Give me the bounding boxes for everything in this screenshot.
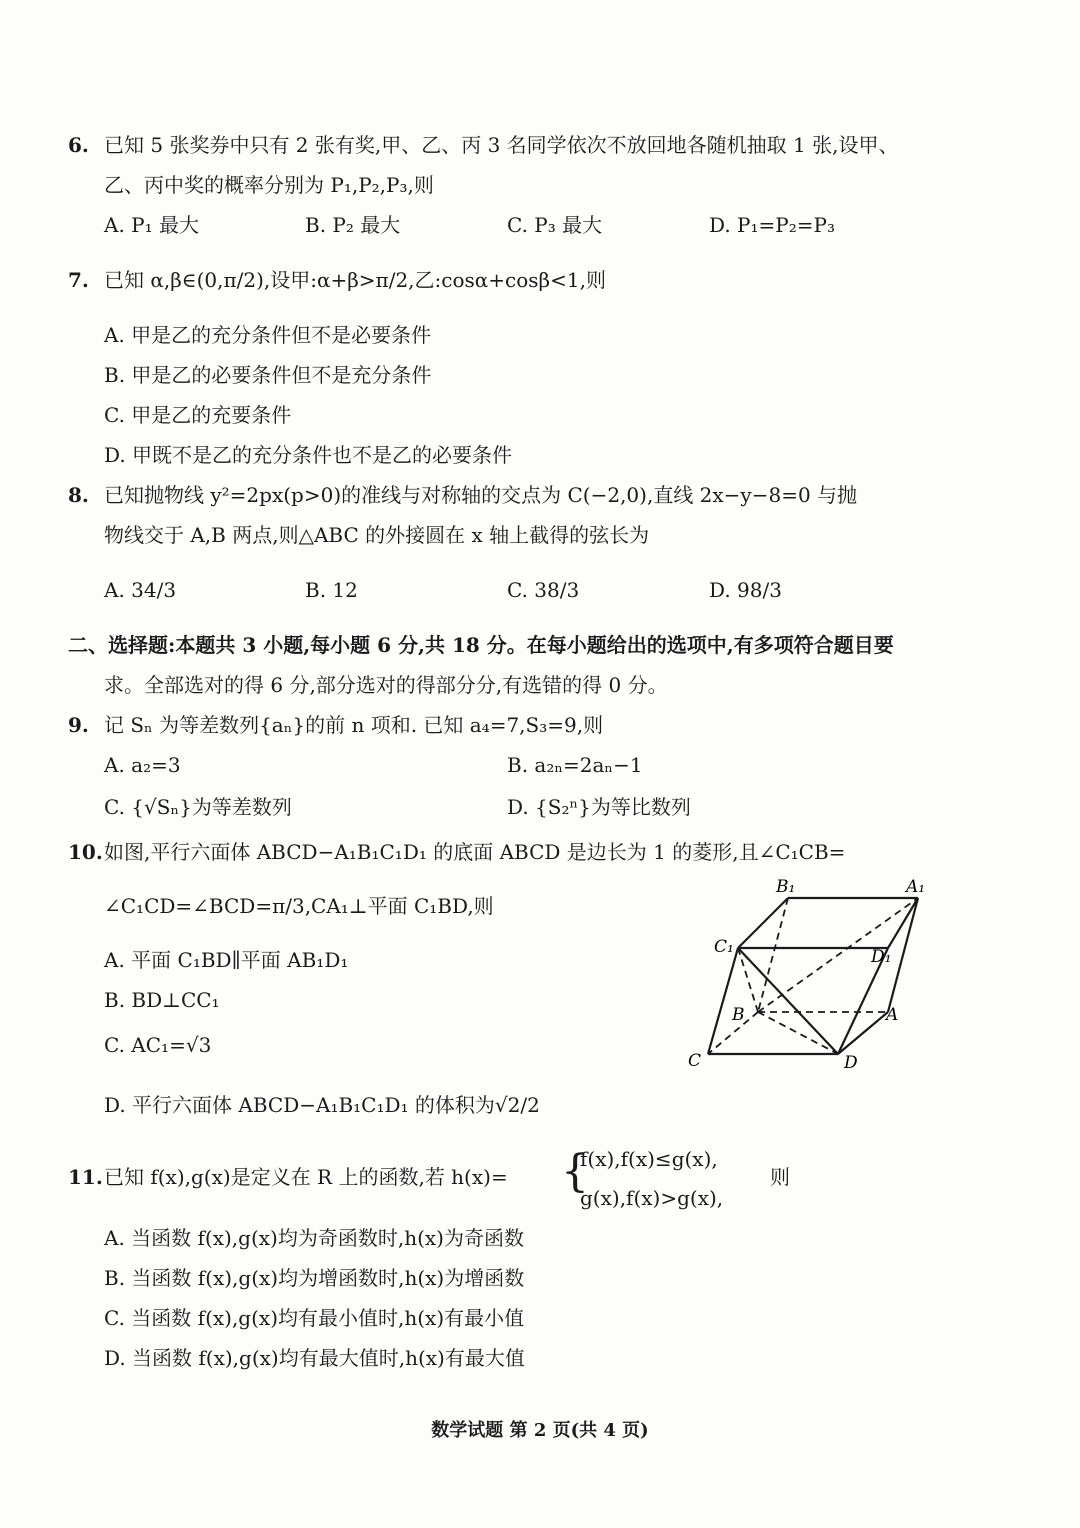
section2-heading-line1: 二、选择题:本题共 3 小题,每小题 6 分,共 18 分。在每小题给出的选项中,有多项符合题目要 (68, 633, 894, 657)
q11-option-a: A. 当函数 f(x),g(x)均为奇函数时,h(x)为奇函数 (104, 1226, 524, 1250)
figure-label-c1: C₁ (714, 937, 734, 957)
q9-option-a: A. a₂=3 (104, 753, 181, 777)
q7-stem: 已知 α,β∈(0,π/2),设甲:α+β>π/2,乙:cosα+cosβ<1,则 (104, 268, 606, 292)
q7-option-a: A. 甲是乙的充分条件但不是必要条件 (104, 323, 432, 347)
q11-option-c: C. 当函数 f(x),g(x)均有最小值时,h(x)有最小值 (104, 1306, 525, 1330)
q9-stem: 记 Sₙ 为等差数列{aₙ}的前 n 项和. 已知 a₄=7,S₃=9,则 (104, 713, 604, 737)
q9-option-c: C. {√Sₙ}为等差数列 (104, 795, 292, 819)
section2-heading-line2: 求。全部选对的得 6 分,部分选对的得部分分,有选错的得 0 分。 (104, 673, 668, 697)
q11-option-b: B. 当函数 f(x),g(x)均为增函数时,h(x)为增函数 (104, 1266, 525, 1290)
q6-option-d: D. P₁=P₂=P₃ (709, 213, 835, 237)
q10-option-d: D. 平行六面体 ABCD−A₁B₁C₁D₁ 的体积为√2/2 (104, 1093, 540, 1117)
q10-line2: ∠C₁CD=∠BCD=π/3,CA₁⊥平面 C₁BD,则 (104, 894, 494, 918)
q6-line2: 乙、丙中奖的概率分别为 P₁,P₂,P₃,则 (104, 173, 434, 197)
q11-case2: g(x),f(x)>g(x), (580, 1186, 724, 1210)
figure-label-c: C (688, 1051, 702, 1071)
q8-option-c: C. 38/3 (507, 578, 580, 602)
q11-stem: 已知 f(x),g(x)是定义在 R 上的函数,若 h(x)= (104, 1165, 508, 1189)
q6-option-b: B. P₂ 最大 (305, 213, 401, 237)
q9-number: 9. (68, 713, 89, 737)
q11-brace: { (561, 1146, 589, 1197)
q10-line1: 如图,平行六面体 ABCD−A₁B₁C₁D₁ 的底面 ABCD 是边长为 1 的菱形,且∠C₁CB= (104, 840, 846, 864)
q8-number: 8. (68, 483, 89, 507)
q6-line1: 已知 5 张奖券中只有 2 张有奖,甲、乙、丙 3 名同学依次不放回地各随机抽取 1 张,设甲、 (104, 133, 899, 157)
q10-option-c: C. AC₁=√3 (104, 1033, 212, 1057)
q6-number: 6. (68, 133, 89, 157)
q8-line2: 物线交于 A,B 两点,则△ABC 的外接圆在 x 轴上截得的弦长为 (104, 523, 650, 547)
q10-option-b: B. BD⊥CC₁ (104, 988, 220, 1012)
q6-option-c: C. P₃ 最大 (507, 213, 603, 237)
figure-label-d: D (844, 1053, 858, 1073)
q11-case1: f(x),f(x)≤g(x), (580, 1147, 718, 1171)
q11-number: 11. (68, 1165, 103, 1189)
figure-label-b1: B₁ (776, 877, 796, 897)
page-footer: 数学试题 第 2 页(共 4 页) (431, 1420, 649, 1441)
q8-line1: 已知抛物线 y²=2px(p>0)的准线与对称轴的交点为 C(−2,0),直线 2x−y−8=0 与抛 (104, 483, 858, 507)
q6-option-a: A. P₁ 最大 (104, 213, 199, 237)
parallelepiped-figure (680, 872, 940, 1082)
q7-option-c: C. 甲是乙的充要条件 (104, 403, 292, 427)
q8-option-b: B. 12 (305, 578, 358, 602)
q10-option-a: A. 平面 C₁BD∥平面 AB₁D₁ (104, 948, 349, 972)
q7-option-b: B. 甲是乙的必要条件但不是充分条件 (104, 363, 432, 387)
figure-label-a1: A₁ (906, 877, 926, 897)
figure-label-d1: D₁ (871, 947, 892, 967)
q10-number: 10. (68, 840, 103, 864)
q8-option-d: D. 98/3 (709, 578, 782, 602)
q7-number: 7. (68, 268, 89, 292)
figure-label-b: B (732, 1005, 745, 1025)
q7-option-d: D. 甲既不是乙的充分条件也不是乙的必要条件 (104, 443, 513, 467)
q8-option-a: A. 34/3 (104, 578, 177, 602)
q9-option-d: D. {S₂ⁿ}为等比数列 (507, 795, 691, 819)
q11-tail: 则 (770, 1165, 790, 1189)
q9-option-b: B. a₂ₙ=2aₙ−1 (507, 753, 643, 777)
figure-label-a: A (886, 1005, 899, 1025)
q11-option-d: D. 当函数 f(x),g(x)均有最大值时,h(x)有最大值 (104, 1346, 525, 1370)
